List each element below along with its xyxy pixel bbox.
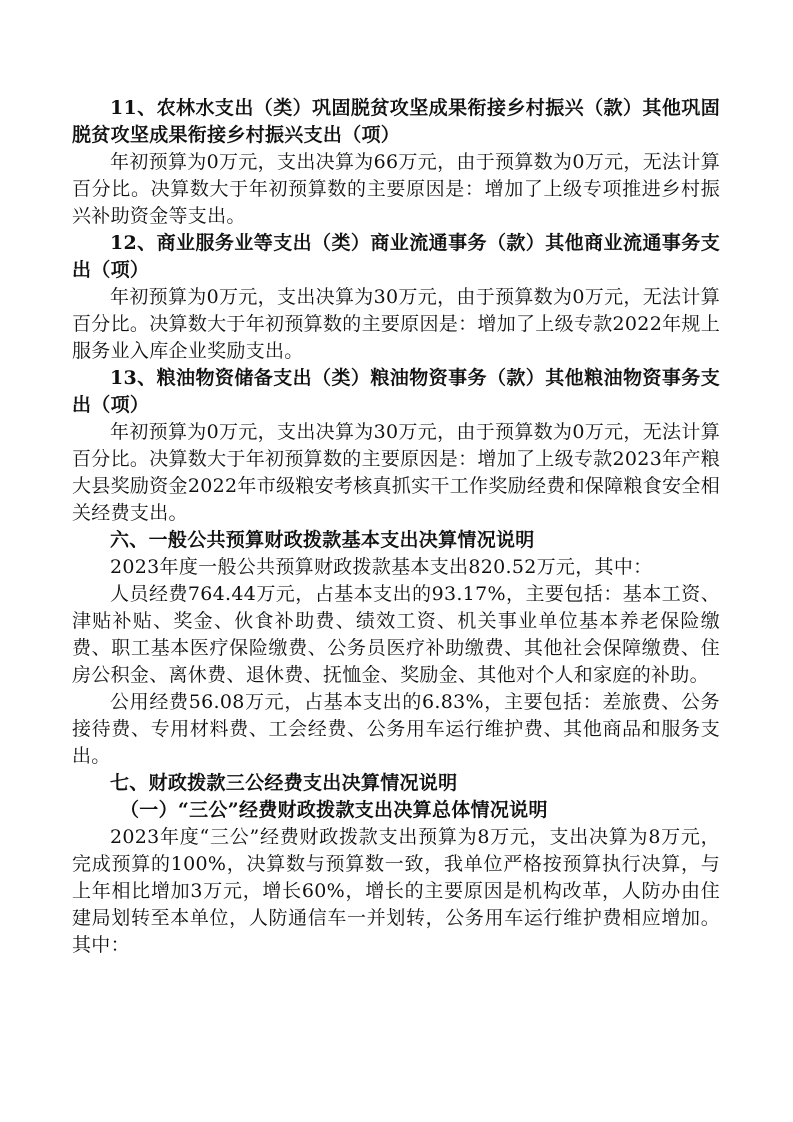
paragraph-commerce: 年初预算为0万元，支出决算为30万元，由于预算数为0万元，无法计算百分比。决算数大于年初预算数的主要原因是：增加了上级专款2022年规上服务业入库企业奖励支出。	[72, 286, 720, 362]
paragraph-basic-expenditure-total: 2023年度一般公共预算财政拨款基本支出820.52万元，其中：	[110, 556, 653, 578]
subsection-heading-three-public-overall: （一）“三公”经费财政拨款支出决算总体情况说明	[120, 799, 548, 821]
document-body	[72, 95, 720, 959]
paragraph-three-public-overall: 2023年度“三公”经费财政拨款支出预算为8万元，支出决算为8万元，完成预算的100%，决算数与预算数一致，我单位严格按预算执行决算，与上年相比增加3万元，增长60%，增长的主要原因是机构改革，人防办由住建局划转至本单位，人防通信车一并划转，公务用车运行维护费相应增加。其中：	[72, 826, 720, 956]
section-heading-agriculture: 11、农林水支出（类）巩固脱贫攻坚成果衔接乡村振兴（款）其他巩固脱贫攻坚成果衔接乡村振兴支出（项）	[72, 97, 720, 146]
paragraph-public-expenses: 公用经费56.08万元，占基本支出的6.83%，主要包括：差旅费、公务接待费、专用材料费、工会经费、公务用车运行维护费、其他商品和服务支出。	[72, 691, 720, 767]
section-heading-three-public: 七、财政拨款三公经费支出决算情况说明	[110, 772, 458, 794]
paragraph-personnel-expenses: 人员经费764.44万元，占基本支出的93.17%，主要包括：基本工资、津贴补贴、奖金、伙食补助费、绩效工资、机关事业单位基本养老保险缴费、职工基本医疗保险缴费、公务员医疗补助缴费、其他社会保障缴费、住房公积金、离休费、退休费、抚恤金、奖励金、其他对个人和家庭的补助。	[72, 583, 720, 686]
paragraph-agriculture: 年初预算为0万元，支出决算为66万元，由于预算数为0万元，无法计算百分比。决算数大于年初预算数的主要原因是：增加了上级专项推进乡村振兴补助资金等支出。	[72, 151, 720, 227]
section-heading-commerce: 12、商业服务业等支出（类）商业流通事务（款）其他商业流通事务支出（项）	[72, 232, 720, 281]
section-heading-grain: 13、粮油物资储备支出（类）粮油物资事务（款）其他粮油物资事务支出（项）	[72, 367, 720, 416]
paragraph-grain: 年初预算为0万元，支出决算为30万元，由于预算数为0万元，无法计算百分比。决算数大于年初预算数的主要原因是：增加了上级专款2023年产粮大县奖励资金2022年市级粮安考核真抓实干工作奖励经费和保障粮食安全相关经费支出。	[72, 421, 720, 524]
section-heading-basic-expenditure: 六、一般公共预算财政拨款基本支出决算情况说明	[110, 529, 535, 551]
